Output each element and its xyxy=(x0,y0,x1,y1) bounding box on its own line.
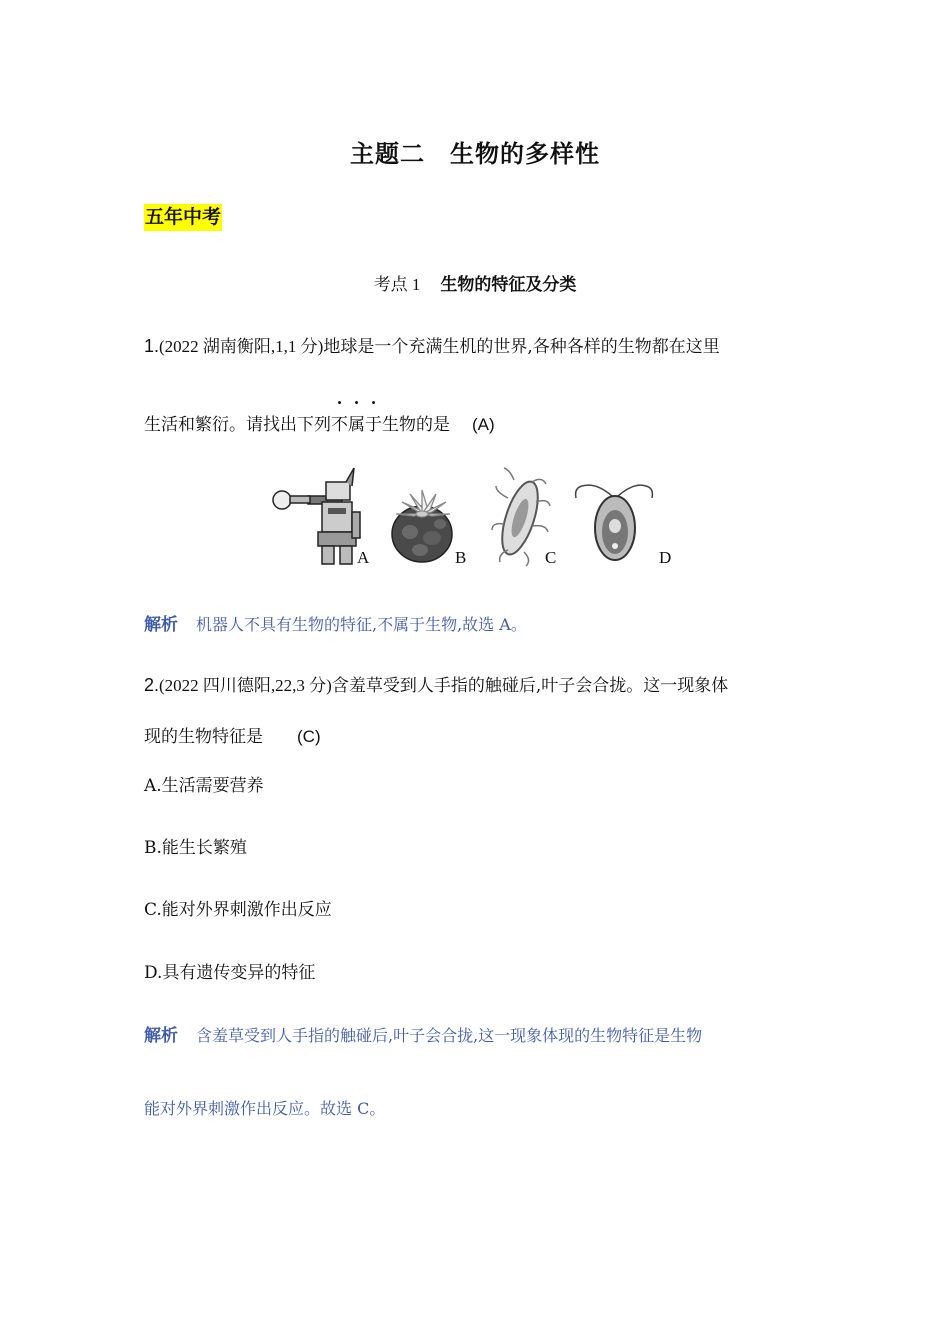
q2-line2 xyxy=(144,722,321,747)
section-heading: 五年中考 xyxy=(144,204,222,231)
figure-label-d: D xyxy=(659,548,672,567)
analysis-label: 解析 xyxy=(144,1026,178,1046)
q1-emphasis-char: 不 xyxy=(331,415,348,435)
q2-analysis-line2: 能对外界刺激作出反应。故选 C。 xyxy=(144,1099,386,1118)
q1-analysis-text: 机器人不具有生物的特征,不属于生物,故选 A。 xyxy=(196,615,527,634)
topic-text: 生物的特征及分类 xyxy=(440,275,577,295)
bacterium-image xyxy=(492,468,550,566)
q1-source: (2022 湖南衡阳,1,1 分) xyxy=(159,337,324,356)
q1-line1 xyxy=(144,332,720,357)
q1-stem-line1: 地球是一个充满生机的世界,各种各样的生物都在这里 xyxy=(323,337,720,357)
topic-number: 考点 1 xyxy=(373,275,421,294)
q1-figure xyxy=(270,462,690,572)
q2-line1 xyxy=(144,671,728,696)
q1-answer: (A) xyxy=(472,415,495,434)
q2-analysis xyxy=(144,1021,702,1046)
analysis-label: 解析 xyxy=(144,615,178,635)
q2-option-a: A.生活需要营养 xyxy=(144,776,264,796)
cactus-image xyxy=(392,490,452,562)
q1-number: 1. xyxy=(144,336,160,356)
q2-stem-line2: 现的生物特征是 xyxy=(144,727,263,747)
figure-label-c: C xyxy=(545,548,557,567)
q2-option-b: B.能生长繁殖 xyxy=(144,838,247,858)
figure-label-b: B xyxy=(455,548,467,567)
q1-emphasis-char: 于 xyxy=(365,415,382,435)
robot-image xyxy=(273,468,360,564)
q1-stem-line2-post: 生物的是 xyxy=(382,415,450,435)
figure-label-a: A xyxy=(357,548,370,567)
topic-heading xyxy=(0,270,950,295)
q1-analysis xyxy=(144,610,527,635)
q2-stem-line1: 含羞草受到人手指的触碰后,叶子会合拢。这一现象体 xyxy=(331,676,729,696)
q2-source: (2022 四川德阳,22,3 分) xyxy=(159,676,332,695)
chlamydomonas-image xyxy=(576,485,653,560)
q2-number: 2. xyxy=(144,675,160,695)
q1-line2 xyxy=(144,410,495,435)
q2-answer: (C) xyxy=(297,727,321,746)
page-title: 主题二 生物的多样性 xyxy=(350,140,600,168)
q2-option-d: D.具有遗传变异的特征 xyxy=(144,963,316,983)
q2-option-c: C.能对外界刺激作出反应 xyxy=(144,900,332,920)
q1-stem-line2-pre: 生活和繁衍。请找出下列 xyxy=(144,415,331,435)
q1-emphasis-char: 属 xyxy=(348,415,365,435)
q2-analysis-text-line1: 含羞草受到人手指的触碰后,叶子会合拢,这一现象体现的生物特征是生物 xyxy=(196,1026,703,1045)
